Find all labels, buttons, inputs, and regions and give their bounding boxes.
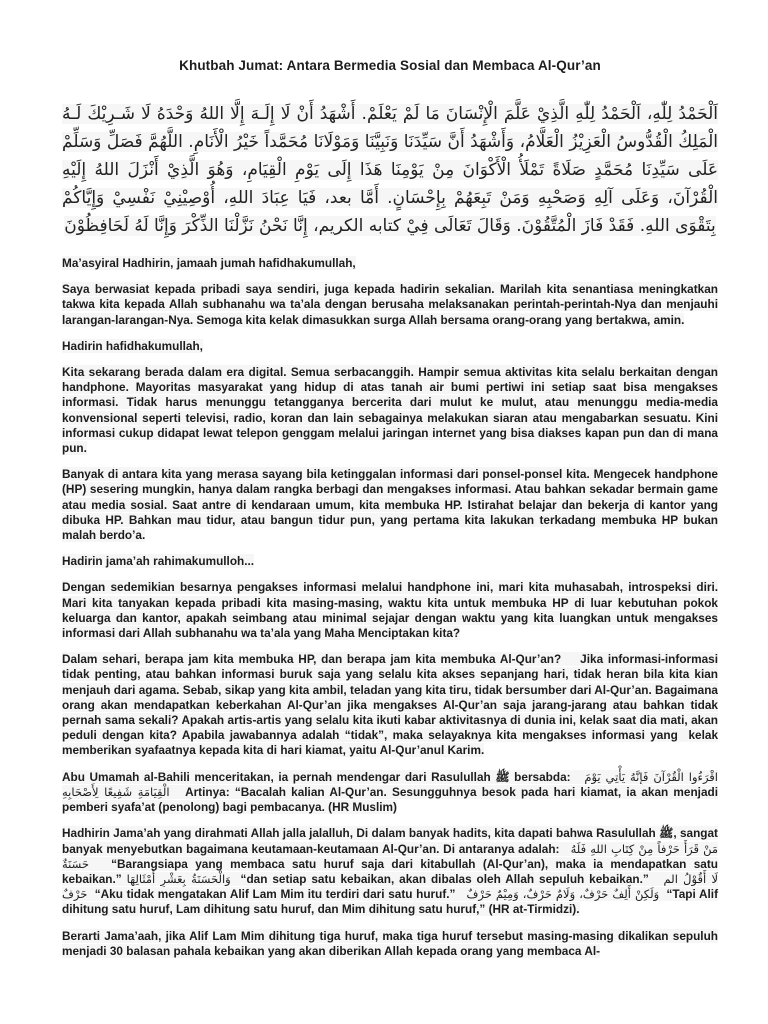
body-paragraph-with-hadith [62,826,718,917]
arabic-opening-text: اَلْحَمْدُ لِلّٰهِ، اَلْحَمْدُ لِلّٰهِ الَّذِيْ عَلَّمَ الْإِنْسَانَ مَا لَمْ يَعْلَمْ. أَشْهَدُ أَنْ لَا إِلَـهَ إِلَّا اللهُ وَحْدَهُ لَا شَـرِيْكَ لَـهُ الْمَلِكُ الْقُدُّوسُ الْعَزِيْزُ الْعَلَّامُ، وَأَشْهَدُ أَنَّ سَيِّدَنَا وَنَبِيَّنَا وَمَوْلَانَا مُحَمَّداً خَيْرُ الْأَنَامِ. اللَّهُمَّ فَصَلِّ وَسَلِّمْ عَلَى سَيِّدِنَا مُحَمَّدٍ صَلَاةً تَمْلَأُ الْأَكْوَانَ مِنْ يَوْمِنَا هَذَا إِلَى يَوْمِ الْقِيَامِ، وَهُوَ الَّذِيْ أَنْزَلَ اللهُ إِلَيْهِ الْقُرْآنَ، وَعَلَى آلِهِ وَصَحْبِهِ وَمَنْ تَبِعَهُمْ بِإِحْسَانٍ. أَمَّا بعد، فَيَا عِبَادَ اللهِ، أُوْصِيْنِيْ نَفْسِيْ وَإِيَّاكُمْ بِتَقْوَى اللهِ. فَقَدْ فَازَ الْمُتَّقُوْنَ. وَقَالَ تَعَالَى فِيْ كتابه الكريم، إِنَّا نَحْنُ نَزَّلْنَا الذِّكْرَ وَإِنَّا لَهُ لَحَافِظُوْنَ [62,104,718,236]
body-paragraph [62,929,718,959]
text-run: “dan setiap satu kebaikan, akan dibalas oleh Allah sepuluh kebaikan.” [230,871,664,886]
text-run: Artinya: “Bacalah kalian Al-Qur’an. Sesungguhnya besok pada hari kiamat, ia akan menjadi pemberi syafa’at (penolong) bagi pembacanya. (HR Muslim) [62,784,718,815]
text-run: “Aku tidak mengatakan Alif Lam Mim itu terdiri dari satu huruf.” [87,887,467,902]
paragraph-text: Saya berwasiat kepada pribadi saya sendiri, juga kepada hadirin sekalian. Marilah kita senantiasa meningkatkan takwa kita kepada Allah subhanahu wa ta’ala dengan berusaha melaksanakan perintah-perintah-Nya dan menjauhi larangan-larangan-Nya. Semoga kita kelak dimasukkan surga Allah bersama orang-orang yang bertakwa, amin. [62,282,718,327]
arabic-inline: اقْرَءُوا الْقُرْآنَ فَإِنَّهُ يَأْتِي يَوْمَ الْقِيَامَةِ شَفِيعًا لِأَصْحَابِهِ [62,769,719,799]
text-run: Abu Umamah al-Bahili menceritakan, ia pernah mendengar dari Rasulullah ﷺ bersabda: [62,769,585,784]
heading-text: Hadirin jama’ah rahimakumulloh... [62,554,255,569]
body-paragraph [62,282,718,328]
text-run: Hadhirin Jama’ah yang dirahmati Allah jalla jalalluh, Di dalam banyak hadits, kita dapati bahwa Rasulullah ﷺ, sangat banyak menyebutkan bagaimana keutamaan-keutamaan Al-Qur’an. Di antaranya adalah: [62,826,718,856]
body-paragraph [62,652,718,758]
arabic-inline: وَالْحَسَنَةُ بِعَشْرِ أَمْثَالِهَا [126,871,231,886]
text-run: “Tapi Alif dihitung satu huruf, Lam dihitung satu huruf, dan Mim dihitung satu huruf,” (HR at-Tirmidzi). [62,887,719,917]
arabic-opening [62,100,718,240]
section-heading [62,339,718,354]
text-run: “Barangsiapa yang membaca satu huruf saja dari kitabullah (Al-Qur’an), maka ia mendapatkan satu kebaikan.” [62,856,718,886]
section-heading [62,554,718,569]
section-heading [62,256,718,271]
paragraph-text: Kita sekarang berada dalam era digital. Semua serbacanggih. Hampir semua aktivitas kita selalu berkaitan dengan handphone. Mayoritas masyarakat yang hidup di atas tanah air bumi pertiwi ini setiap saat bisa mengakses informasi. Tidak harus menunggu tetangganya bercerita dari mulut ke mulut, atau menunggu media-media konvensional seperti televisi, radio, koran dan lain sebagainya melakukan siaran atau mengabarkan sesuatu. Kini informasi cukup didapat lewat telepon genggam melalui jaringan internet yang bisa diakses kapan pun dan di mana pun. [62,365,718,456]
arabic-inline: وَلَكِنْ أَلِفٌ حَرْفٌ، وَلَامٌ حَرْفٌ، وَمِيْمٌ حَرْفٌ [466,887,660,902]
body-paragraph [62,467,718,543]
arabic-inline: مَنْ قَرَأَ حَرْفاً مِنْ كِتَابِ اللهِ فَلَهُ حَسَنَةٌ [62,841,719,871]
body-paragraph-with-hadith [62,770,718,816]
paragraph-text: Berarti Jama’aah, jika Alif Lam Mim dihitung tiga huruf, maka tiga huruf tersebut masing-masing dikalikan sepuluh menjadi 30 balasan pahala kebaikan yang akan diberikan Allah kepada orang yang membaca Al- [62,928,718,958]
heading-text: Ma’asyiral Hadhirin, jamaah jumah hafidhakumullah, [62,256,356,270]
paragraph-text: Banyak di antara kita yang merasa sayang bila ketinggalan informasi dari ponsel-ponsel kita. Mengecek handphone (HP) sesering mungkin, hanya dalam rangka berbagi dan mengakses informasi. Atau bahkan sekadar bermain game atau media sosial. Saat antre di kendaraan umum, kita membuka HP. Istirahat belajar dan bekerja di kantor yang dibuka HP. Bahkan mau tidur, atau bangun tidur pun, yang pertama kita lakukan terkadang membuka HP bukan malah berdo’a. [62,467,718,543]
body-paragraph [62,365,718,456]
heading-text: Hadirin hafidhakumullah, [62,338,203,353]
paragraph-text: Dalam sehari, berapa jam kita membuka HP, dan berapa jam kita membuka Al-Qur’an? Jika informasi-informasi tidak penting, atau bahkan informasi buruk saja yang selalu kita akses sepanjang hari, tidak heran bila kita kian menjauh dari agama. Sebab, sikap yang kita ambil, teladan yang kita tiru, tidak bersumber dari Al-Qur’an. Bagaimana orang akan mendapatkan keberkahan Al-Qur’an jika mengakses Al-Qur’an saja jarang-jarang atau bahkan tidak pernah sama sekali? Apakah artis-artis yang selalu kita ikuti kabar aktivitasnya di dunia ini, kelak saat dia mati, akan peduli dengan kita? Apabila jawabannya adalah “tidak”, maka selayaknya kita mengakses informasi yang kelak memberikan syafaatnya kepada kita di hari kiamat, yaitu Al-Qur’anul Karim. [62,652,718,758]
arabic-inline: لَا أَقُوْلُ الم حَرْفٌ [62,871,719,902]
body-paragraph [62,580,718,641]
paragraph-text: Dengan sedemikian besarnya pengakses informasi melalui handphone ini, mari kita muhasabah, introspeksi diri. Mari kita tanyakan kepada pribadi kita masing-masing, waktu kita untuk membuka HP di luar kebutuhan pokok keluarga dan kantor, apakah seimbang atau minimal sejajar dengan waktu yang kita luangkan untuk mengakses informasi dari Allah subhanahu wa ta’ala yang Maha Menciptakan kita? [62,580,718,641]
page-title: Khutbah Jumat: Antara Bermedia Sosial dan Membaca Al-Qur’an [179,58,601,73]
